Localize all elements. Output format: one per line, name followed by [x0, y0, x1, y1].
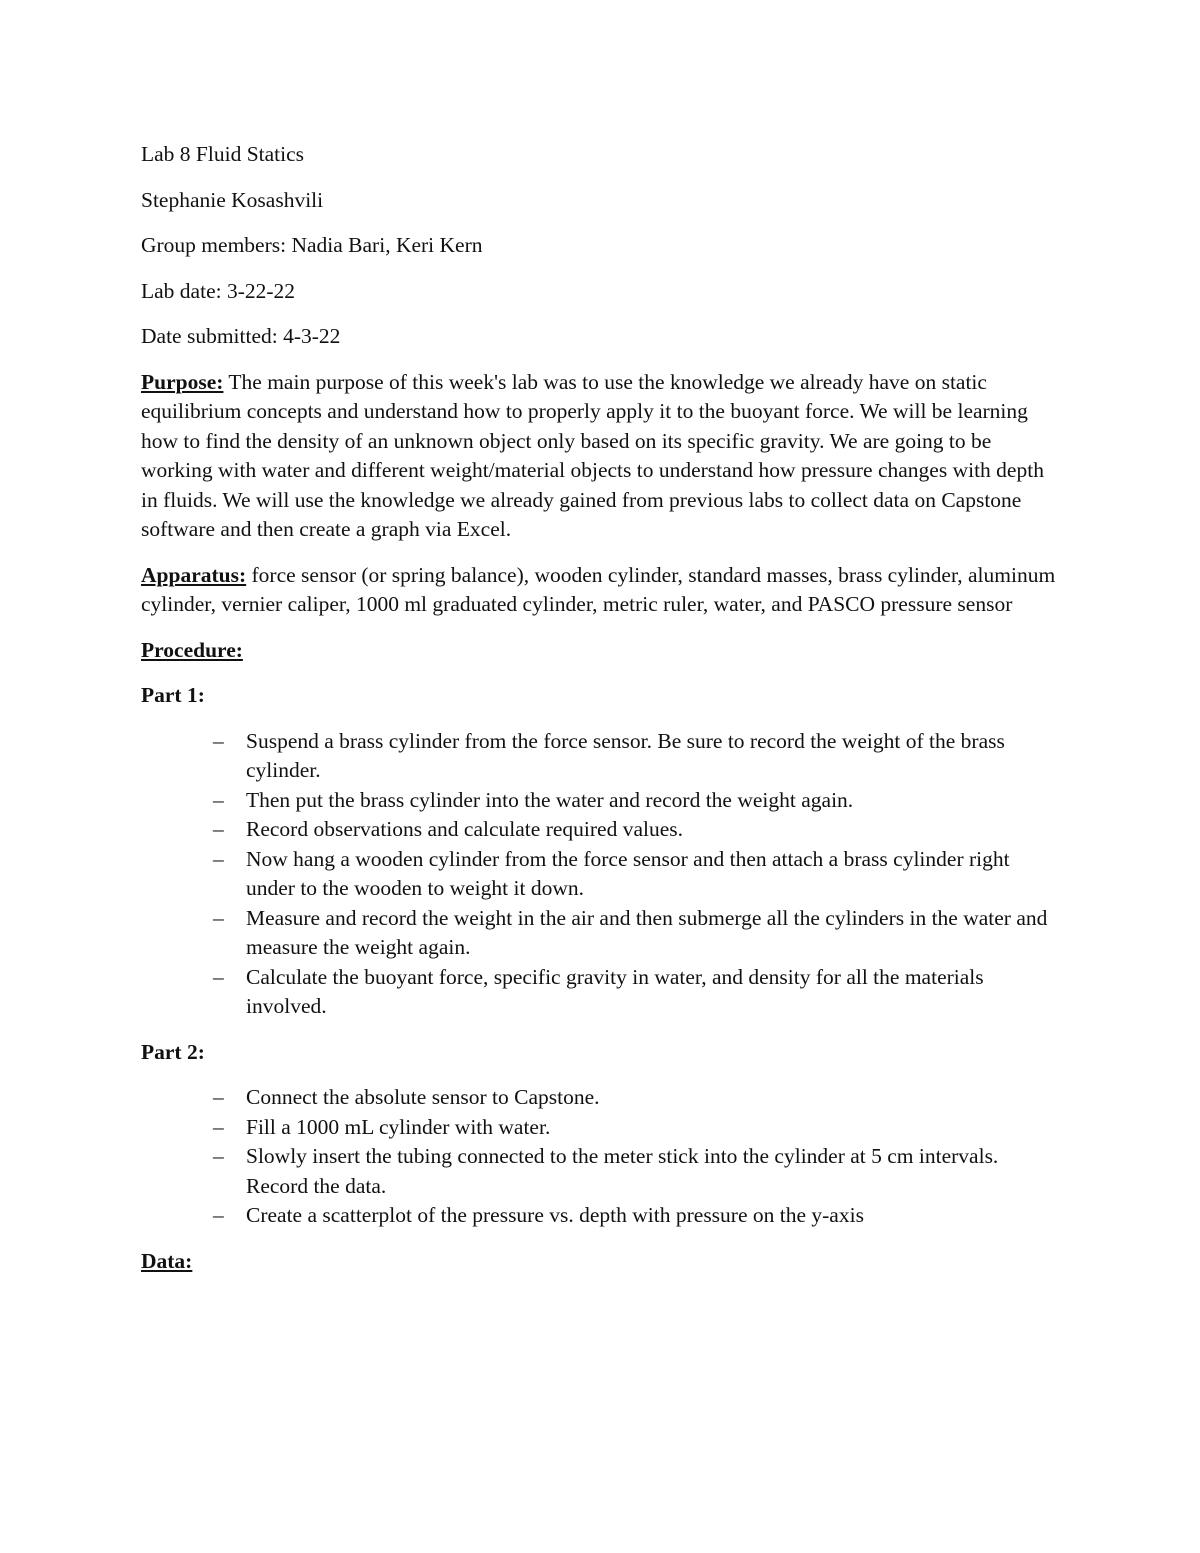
apparatus-text: force sensor (or spring balance), wooden cylinder, standard masses, brass cylinder, aluminum cylinder, vernier caliper, 1000 ml graduated cylinder, metric ruler, water, and PASCO pressure sensor [141, 562, 1056, 616]
group-members: Group members: Nadia Bari, Keri Kern [141, 233, 483, 257]
dash-bullet: – [213, 964, 224, 989]
dash-bullet: – [213, 1114, 224, 1139]
list-item [141, 727, 1061, 786]
dash-bullet: – [213, 787, 224, 812]
step-text: Slowly insert the tubing connected to the meter stick into the cylinder at 5 cm intervals. Record the data. [246, 1144, 999, 1198]
step-text: Measure and record the weight in the air and then submerge all the cylinders in the water and measure the weight again. [246, 905, 1048, 959]
list-item [141, 1142, 1061, 1201]
list-item [141, 963, 1061, 1022]
part1-step-list [141, 727, 1061, 1022]
lab-date: Lab date: 3-22-22 [141, 278, 296, 303]
dash-bullet: – [213, 1144, 224, 1168]
purpose-paragraph [141, 368, 1061, 545]
step-text: Then put the brass cylinder into the water and record the weight again. [246, 787, 854, 812]
lab-title: Lab 8 Fluid Statics [141, 142, 305, 166]
data-heading: Data: [141, 1248, 193, 1273]
dash-bullet: – [213, 1085, 224, 1109]
step-text: Now hang a wooden cylinder from the force sensor and then attach a brass cylinder right under to the wooden to weight it down. [246, 846, 1010, 900]
step-text: Suspend a brass cylinder from the force sensor. Be sure to record the weight of the brass cylinder. [246, 728, 1005, 782]
purpose-label: Purpose: [141, 369, 224, 394]
purpose-text: The main purpose of this week's lab was to use the knowledge we already have on static equilibrium concepts and understand how to properly apply it to the buoyant force. We will be learning how to find the density of an unknown object only based on its specific gravity. We are going to be working with water and different weight/material objects to understand how pressure changes with depth in fluids. We will use the knowledge we already gained from previous labs to collect data on Capstone software and then create a graph via Excel. [141, 369, 1044, 541]
list-item [141, 1083, 1061, 1113]
step-text: Record observations and calculate required values. [246, 817, 683, 841]
part2-step-list [141, 1083, 1061, 1231]
apparatus-paragraph [141, 561, 1061, 620]
date-submitted: Date submitted: 4-3-22 [141, 324, 341, 348]
list-item [141, 815, 1061, 845]
part1-heading: Part 1: [141, 683, 205, 707]
dash-bullet: – [213, 1203, 224, 1227]
dash-bullet: – [213, 846, 224, 871]
part2-heading: Part 2: [141, 1039, 205, 1064]
step-text: Connect the absolute sensor to Capstone. [246, 1085, 600, 1109]
dash-bullet: – [213, 728, 224, 753]
step-text: Calculate the buoyant force, specific gravity in water, and density for all the materials involved. [246, 964, 984, 1018]
list-item [141, 904, 1061, 963]
procedure-heading: Procedure: [141, 637, 243, 662]
step-text: Fill a 1000 mL cylinder with water. [246, 1114, 551, 1139]
dash-bullet: – [213, 817, 224, 841]
list-item [141, 786, 1061, 816]
list-item [141, 1201, 1061, 1231]
list-item [141, 1113, 1061, 1143]
document-body [141, 140, 1061, 1292]
list-item [141, 845, 1061, 904]
author-name: Stephanie Kosashvili [141, 187, 324, 212]
apparatus-label: Apparatus: [141, 562, 247, 587]
step-text: Create a scatterplot of the pressure vs. depth with pressure on the y-axis [246, 1203, 864, 1227]
dash-bullet: – [213, 905, 224, 930]
